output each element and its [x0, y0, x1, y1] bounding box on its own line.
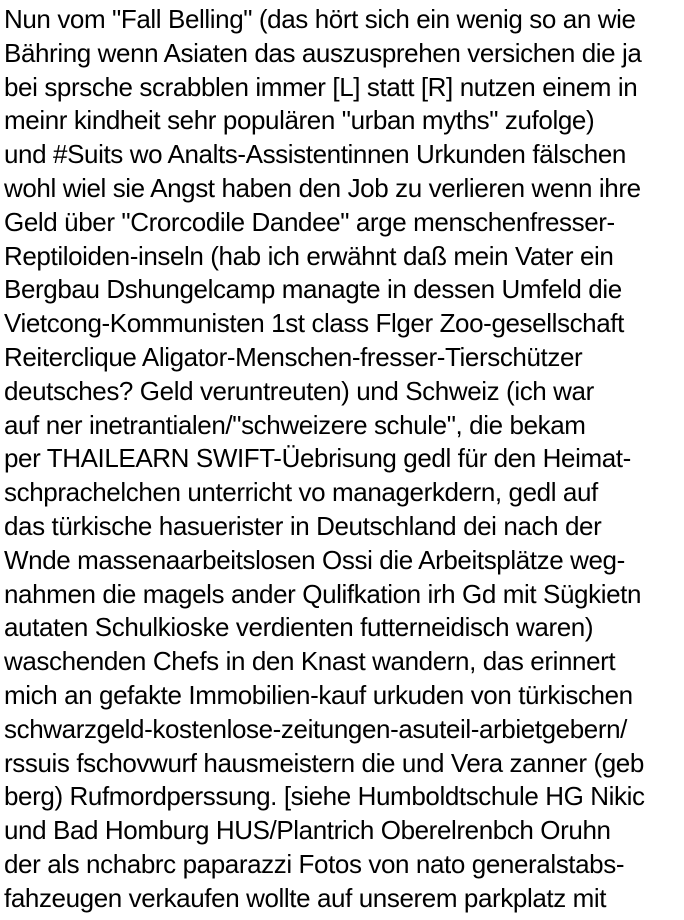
text-line: meinr kindheit sehr populären "urban myths" zufolge)	[4, 105, 595, 136]
text-line: Geld über "Crorcodile Dandee" arge menschenfresser-	[4, 206, 615, 237]
text-line: rssuis fschovwurf hausmeistern die und Vera zanner (geb	[4, 747, 644, 778]
text-line: schprachelchen unterricht vo managerkdern, gedl auf	[4, 477, 598, 508]
text-line: Vietcong-Kommunisten 1st class Flger Zoo-gesellschaft	[4, 308, 624, 339]
text-line: bei sprsche scrabblen immer [L] statt [R] nutzen einem in	[4, 71, 638, 102]
text-line: Reiterclique Aligator-Menschen-fresser-Tierschützer	[4, 341, 583, 372]
document-body	[4, 3, 684, 916]
text-line: Reptiloiden-inseln (hab ich erwähnt daß mein Vater ein	[4, 240, 614, 271]
text-line: Nun vom "Fall Belling" (das hört sich ein wenig so an wie	[4, 4, 636, 34]
text-line: waschenden Chefs in den Knast wandern, das erinnert	[4, 646, 616, 677]
text-line: der als nchabrc paparazzi Fotos von nato generalstabs-	[4, 848, 625, 879]
text-line: wohl wiel sie Angst haben den Job zu verlieren wenn ihre	[4, 172, 641, 203]
text-line: Bergbau Dshungelcamp managte in dessen Umfeld die	[4, 274, 622, 305]
text-line: und Bad Homburg HUS/Plantrich Oberelrenbch Oruhn	[4, 815, 611, 846]
text-line: schwarzgeld-kostenlose-zeitungen-asuteil-arbietgebern/	[4, 713, 627, 744]
text-line: nahmen die magels ander Qulifkation irh Gd mit Sügkietn	[4, 578, 642, 609]
text-line: per THAILEARN SWIFT-Üebrisung gedl für den Heimat-	[4, 443, 631, 474]
text-line: und #Suits wo Analts-Assistentinnen Urkunden fälschen	[4, 139, 626, 170]
text-line: berg) Rufmordperssung. [siehe Humboldtschule HG Nikic	[4, 781, 645, 812]
text-line: fahzeugen verkaufen wollte auf unserem parkplatz mit	[4, 882, 607, 913]
text-line: Wnde massenaarbeitslosen Ossi die Arbeitsplätze weg-	[4, 544, 625, 575]
text-line: autaten Schulkioske verdienten futterneidisch waren)	[4, 612, 594, 643]
text-line: das türkische hasuerister in Deutschland dei nach der	[4, 510, 602, 541]
text-line: Bähring wenn Asiaten das auszusprehen versichen die ja	[4, 37, 642, 68]
text-line: auf ner inetrantialen/"schweizere schule", die bekam	[4, 409, 586, 440]
text-line: deutsches? Geld veruntreuten) und Schweiz (ich war	[4, 375, 594, 406]
text-line: mich an gefakte Immobilien-kauf urkuden von türkischen	[4, 679, 633, 710]
